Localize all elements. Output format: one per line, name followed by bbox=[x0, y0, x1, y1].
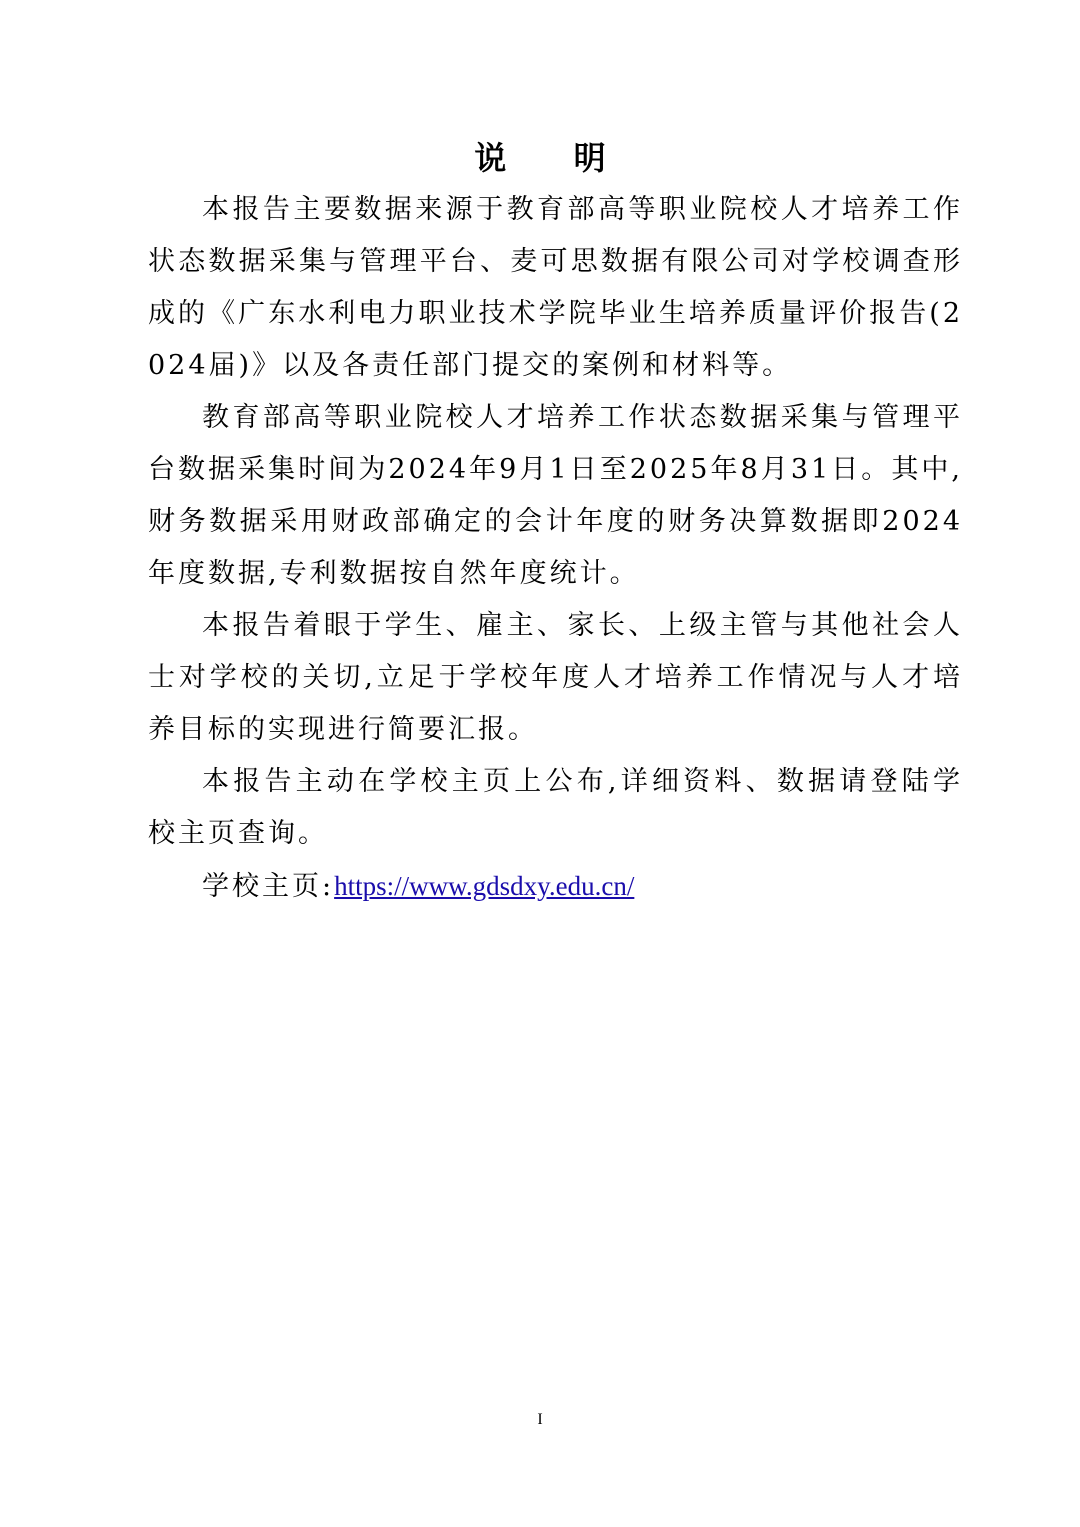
paragraph-report-focus: 本报告着眼于学生、雇主、家长、上级主管与其他社会人士对学校的关切,立足于学校年度人才培养工作情况与人才培养目标的实现进行简要汇报。 bbox=[148, 610, 963, 745]
homepage-link[interactable]: https://www.gdsdxy.edu.cn/ bbox=[334, 871, 635, 901]
document-body bbox=[148, 184, 963, 913]
paragraph-collection-period: 教育部高等职业院校人才培养工作状态数据采集与管理平台数据采集时间为2024年9月1日至2025年8月31日。其中,财务数据采用财政部确定的会计年度的财务决算数据即2024年度数据,专利数据按自然年度统计。 bbox=[148, 402, 963, 589]
homepage-row bbox=[148, 860, 963, 913]
paragraph-data-source: 本报告主要数据来源于教育部高等职业院校人才培养工作状态数据采集与管理平台、麦可思数据有限公司对学校调查形成的《广东水利电力职业技术学院毕业生培养质量评价报告(2024届)》以及各责任部门提交的案例和材料等。 bbox=[148, 194, 963, 381]
paragraph-publication: 本报告主动在学校主页上公布,详细资料、数据请登陆学校主页查询。 bbox=[148, 766, 963, 849]
page-number: I bbox=[537, 1411, 543, 1428]
homepage-label: 学校主页: bbox=[202, 871, 335, 902]
page-title: 说 明 bbox=[474, 139, 634, 177]
